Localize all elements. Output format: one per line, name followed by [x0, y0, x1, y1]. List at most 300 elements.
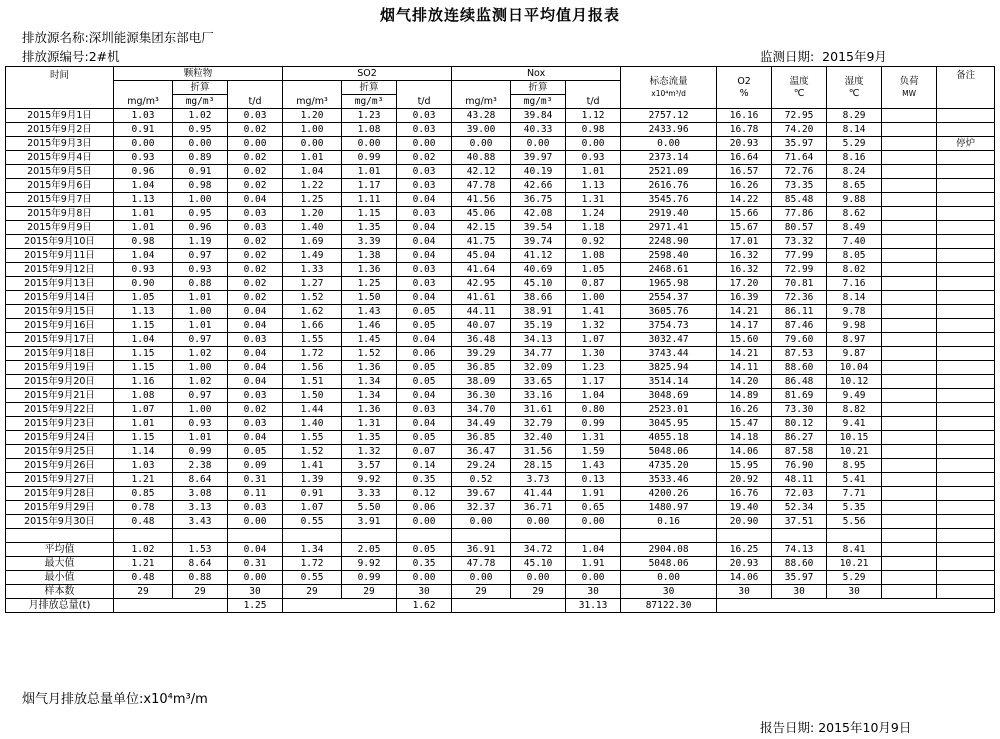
table-cell: 3.33	[342, 487, 397, 501]
table-cell	[882, 291, 937, 305]
table-cell	[882, 235, 937, 249]
table-cell	[882, 431, 937, 445]
table-cell: 39.84	[511, 109, 566, 123]
table-cell: 73.30	[772, 403, 827, 417]
monitor-date	[760, 47, 887, 65]
table-cell: 77.99	[772, 249, 827, 263]
table-cell: 38.91	[511, 305, 566, 319]
header-o2	[717, 67, 772, 109]
table-cell: 42.15	[452, 221, 511, 235]
table-cell: 0.02	[228, 123, 283, 137]
report-date	[760, 718, 911, 736]
table-cell: 1.01	[173, 431, 228, 445]
table-cell: 2919.40	[621, 207, 717, 221]
table-cell: 8.16	[827, 151, 882, 165]
table-cell: 1.08	[566, 249, 621, 263]
table-cell: 1.25	[342, 277, 397, 291]
table-cell: 1.05	[114, 291, 173, 305]
table-cell: 0.03	[397, 123, 452, 137]
table-cell: 0.87	[566, 277, 621, 291]
table-cell: 5.29	[827, 571, 882, 585]
table-cell	[937, 221, 995, 235]
table-cell: 14.22	[717, 193, 772, 207]
table-cell: 0.04	[228, 361, 283, 375]
table-cell: 80.57	[772, 221, 827, 235]
table-cell: 0.55	[283, 571, 342, 585]
table-cell	[937, 179, 995, 193]
table-cell: 1.07	[283, 501, 342, 515]
table-row-label: 2015年9月26日	[6, 459, 114, 473]
table-cell: 0.04	[228, 431, 283, 445]
header-so2-converted-unit: mg/m³	[342, 95, 397, 109]
table-cell: 5.56	[827, 515, 882, 529]
table-cell: 0.03	[397, 277, 452, 291]
table-cell: 0.00	[452, 137, 511, 151]
table-cell: 1.02	[173, 109, 228, 123]
table-cell	[882, 375, 937, 389]
table-cell: 0.00	[342, 137, 397, 151]
table-cell: 29.24	[452, 459, 511, 473]
table-cell: 7.40	[827, 235, 882, 249]
table-cell: 0.04	[228, 193, 283, 207]
table-cell: 1.14	[114, 445, 173, 459]
table-cell: 0.88	[173, 277, 228, 291]
table-cell: 86.27	[772, 431, 827, 445]
table-cell	[882, 333, 937, 347]
table-row	[6, 347, 995, 361]
table-cell: 16.32	[717, 249, 772, 263]
table-row	[6, 333, 995, 347]
source-code-value: 2#机	[88, 49, 120, 64]
table-cell: 2757.12	[621, 109, 717, 123]
header-humidity	[827, 67, 882, 109]
table-cell: 0.03	[228, 389, 283, 403]
table-cell: 1.34	[342, 375, 397, 389]
table-cell: 0.04	[228, 305, 283, 319]
table-cell: 45.06	[452, 207, 511, 221]
table-cell: 47.78	[452, 557, 511, 571]
monthly-total-nox-empty	[452, 599, 566, 613]
header-so2: SO2	[283, 67, 452, 81]
table-cell: 0.85	[114, 487, 173, 501]
header-remark: 备注	[937, 67, 995, 109]
header-std-flow	[621, 67, 717, 109]
table-cell: 5048.06	[621, 557, 717, 571]
table-cell: 1.27	[283, 277, 342, 291]
table-cell: 1.08	[342, 123, 397, 137]
table-cell: 2616.76	[621, 179, 717, 193]
table-cell: 42.08	[511, 207, 566, 221]
table-cell: 2433.96	[621, 123, 717, 137]
source-name-label: 排放源名称:	[22, 30, 89, 45]
table-cell: 40.69	[511, 263, 566, 277]
table-cell	[882, 319, 937, 333]
table-cell: 31.61	[511, 403, 566, 417]
monthly-total-rest-empty	[717, 599, 995, 613]
table-cell: 1.07	[114, 403, 173, 417]
table-cell: 35.19	[511, 319, 566, 333]
table-cell	[937, 403, 995, 417]
table-cell: 2598.40	[621, 249, 717, 263]
table-cell: 0.35	[397, 557, 452, 571]
header-temp-unit: ℃	[793, 87, 805, 99]
table-row	[6, 151, 995, 165]
table-cell: 1.24	[566, 207, 621, 221]
table-cell: 3754.73	[621, 319, 717, 333]
table-row-label: 2015年9月6日	[6, 179, 114, 193]
table-cell: 9.78	[827, 305, 882, 319]
table-cell	[882, 515, 937, 529]
table-cell: 1.23	[566, 361, 621, 375]
table-cell: 1.04	[114, 333, 173, 347]
table-cell: 8.65	[827, 179, 882, 193]
table-cell: 0.04	[397, 417, 452, 431]
table-cell: 42.12	[452, 165, 511, 179]
table-cell: 1.00	[283, 123, 342, 137]
report-date-value: 2015年10月9日	[818, 720, 912, 735]
table-cell: 0.00	[228, 137, 283, 151]
table-cell	[882, 347, 937, 361]
table-cell: 14.20	[717, 375, 772, 389]
table-cell: 0.04	[228, 347, 283, 361]
table-cell: 1.34	[342, 389, 397, 403]
table-cell: 0.03	[228, 501, 283, 515]
table-cell: 0.99	[566, 417, 621, 431]
source-code-label: 排放源编号:	[22, 49, 89, 64]
summary-row	[6, 585, 995, 599]
table-cell: 3825.94	[621, 361, 717, 375]
table-cell: 1.23	[342, 109, 397, 123]
table-cell: 1.69	[283, 235, 342, 249]
table-cell: 14.21	[717, 305, 772, 319]
table-cell: 7.71	[827, 487, 882, 501]
table-cell: 70.81	[772, 277, 827, 291]
table-cell: 0.04	[228, 375, 283, 389]
table-cell: 3533.46	[621, 473, 717, 487]
table-cell: 81.69	[772, 389, 827, 403]
table-row	[6, 277, 995, 291]
table-cell: 0.93	[114, 263, 173, 277]
table-cell: 0.16	[621, 515, 717, 529]
table-cell: 0.93	[566, 151, 621, 165]
table-cell: 0.88	[173, 571, 228, 585]
table-cell: 14.06	[717, 571, 772, 585]
table-cell: 0.95	[173, 207, 228, 221]
table-cell: 86.48	[772, 375, 827, 389]
table-cell: 0.97	[173, 249, 228, 263]
table-cell	[882, 179, 937, 193]
table-cell: 3743.44	[621, 347, 717, 361]
table-cell: 41.56	[452, 193, 511, 207]
table-row	[6, 417, 995, 431]
monthly-total-group	[6, 599, 995, 613]
table-cell: 2248.90	[621, 235, 717, 249]
table-cell	[882, 501, 937, 515]
table-cell: 16.16	[717, 109, 772, 123]
table-cell: 0.89	[173, 151, 228, 165]
table-cell: 8.14	[827, 123, 882, 137]
table-cell	[882, 557, 937, 571]
table-cell: 1.16	[114, 375, 173, 389]
table-cell: 3514.14	[621, 375, 717, 389]
table-cell: 1.50	[283, 389, 342, 403]
header-nox-td: t/d	[566, 81, 621, 109]
table-cell	[882, 165, 937, 179]
summary-row-label: 最大值	[6, 557, 114, 571]
table-cell: 29	[511, 585, 566, 599]
table-cell: 41.44	[511, 487, 566, 501]
table-cell: 1.15	[342, 207, 397, 221]
table-cell: 29	[114, 585, 173, 599]
header-o2-label: O2	[737, 75, 751, 87]
table-cell	[937, 543, 995, 557]
table-cell: 41.12	[511, 249, 566, 263]
table-cell: 0.03	[397, 207, 452, 221]
table-cell: 29	[173, 585, 228, 599]
table-cell: 42.66	[511, 179, 566, 193]
table-cell: 39.97	[511, 151, 566, 165]
table-header	[6, 67, 995, 109]
table-cell: 1.66	[283, 319, 342, 333]
table-cell: 8.05	[827, 249, 882, 263]
table-cell: 10.21	[827, 557, 882, 571]
table-cell: 1.19	[173, 235, 228, 249]
table-row-label: 2015年9月15日	[6, 305, 114, 319]
table-cell	[937, 193, 995, 207]
table-cell: 5.35	[827, 501, 882, 515]
table-cell: 80.12	[772, 417, 827, 431]
table-cell: 1.01	[114, 221, 173, 235]
header-so2-converted: 折算	[342, 81, 397, 95]
table-cell: 0.02	[228, 263, 283, 277]
table-cell: 1.03	[114, 109, 173, 123]
table-cell: 36.30	[452, 389, 511, 403]
table-cell: 0.91	[173, 165, 228, 179]
table-cell: 30	[717, 585, 772, 599]
table-cell	[882, 249, 937, 263]
table-row	[6, 263, 995, 277]
table-cell: 19.40	[717, 501, 772, 515]
table-cell: 0.92	[566, 235, 621, 249]
table-cell: 0.00	[511, 137, 566, 151]
table-cell: 0.97	[173, 389, 228, 403]
table-cell: 16.78	[717, 123, 772, 137]
table-cell: 0.95	[173, 123, 228, 137]
table-row	[6, 207, 995, 221]
table-cell: 1.20	[283, 207, 342, 221]
table-cell: 45.10	[511, 557, 566, 571]
table-cell: 76.90	[772, 459, 827, 473]
table-cell	[937, 487, 995, 501]
header-load	[882, 67, 937, 109]
table-cell: 77.86	[772, 207, 827, 221]
table-cell: 1.21	[114, 473, 173, 487]
table-cell: 1.15	[114, 361, 173, 375]
table-cell: 2554.37	[621, 291, 717, 305]
table-cell: 0.90	[114, 277, 173, 291]
table-cell	[882, 263, 937, 277]
table-cell: 86.11	[772, 305, 827, 319]
table-cell	[937, 417, 995, 431]
table-cell: 36.75	[511, 193, 566, 207]
monthly-total-row	[6, 599, 995, 613]
table-row	[6, 291, 995, 305]
table-cell: 0.99	[342, 151, 397, 165]
table-row-label: 2015年9月18日	[6, 347, 114, 361]
table-cell: 1.15	[114, 319, 173, 333]
header-o2-unit: %	[739, 87, 749, 99]
table-cell: 1.01	[342, 165, 397, 179]
table-cell: 1.50	[342, 291, 397, 305]
report-title: 烟气排放连续监测日平均值月报表	[379, 6, 620, 24]
table-row-label: 2015年9月20日	[6, 375, 114, 389]
header-humidity-unit: ℃	[848, 87, 860, 99]
table-cell: 0.80	[566, 403, 621, 417]
table-cell: 0.04	[397, 333, 452, 347]
table-cell: 1.30	[566, 347, 621, 361]
table-cell: 44.11	[452, 305, 511, 319]
table-cell: 0.02	[228, 249, 283, 263]
table-cell: 1.46	[342, 319, 397, 333]
table-cell: 29	[283, 585, 342, 599]
table-cell: 14.89	[717, 389, 772, 403]
table-cell: 1.22	[283, 179, 342, 193]
table-cell: 35.97	[772, 571, 827, 585]
table-cell: 29	[452, 585, 511, 599]
table-cell: 0.93	[114, 151, 173, 165]
table-cell: 0.04	[397, 193, 452, 207]
table-cell: 5.29	[827, 137, 882, 151]
table-cell: 1.52	[342, 347, 397, 361]
table-row-label: 2015年9月5日	[6, 165, 114, 179]
table-cell	[937, 375, 995, 389]
table-cell: 17.01	[717, 235, 772, 249]
table-row-label: 2015年9月23日	[6, 417, 114, 431]
table-cell	[882, 417, 937, 431]
summary-row	[6, 557, 995, 571]
table-row-label: 2015年9月14日	[6, 291, 114, 305]
table-cell: 32.09	[511, 361, 566, 375]
table-cell: 72.76	[772, 165, 827, 179]
table-cell: 1.32	[566, 319, 621, 333]
table-cell: 73.35	[772, 179, 827, 193]
table-cell: 16.57	[717, 165, 772, 179]
table-cell: 71.64	[772, 151, 827, 165]
monthly-total-so2-empty	[283, 599, 397, 613]
table-cell	[882, 221, 937, 235]
table-cell: 1.04	[566, 543, 621, 557]
table-cell: 16.32	[717, 263, 772, 277]
table-cell: 29	[342, 585, 397, 599]
table-row	[6, 375, 995, 389]
table-cell: 3048.69	[621, 389, 717, 403]
table-cell: 10.15	[827, 431, 882, 445]
table-cell: 1.39	[283, 473, 342, 487]
table-cell: 0.00	[283, 137, 342, 151]
table-cell: 9.88	[827, 193, 882, 207]
table-cell: 73.32	[772, 235, 827, 249]
table-cell: 1.41	[566, 305, 621, 319]
emission-report-table	[5, 66, 995, 613]
table-cell: 0.04	[397, 291, 452, 305]
table-cell: 0.48	[114, 571, 173, 585]
table-cell	[937, 347, 995, 361]
table-cell: 30	[621, 585, 717, 599]
table-cell: 9.92	[342, 557, 397, 571]
table-cell: 0.03	[228, 221, 283, 235]
table-cell	[937, 333, 995, 347]
table-cell: 15.47	[717, 417, 772, 431]
table-cell: 0.97	[173, 333, 228, 347]
table-cell: 0.02	[397, 151, 452, 165]
report-date-label: 报告日期:	[760, 720, 815, 735]
table-cell: 3.13	[173, 501, 228, 515]
table-row	[6, 305, 995, 319]
table-cell: 40.33	[511, 123, 566, 137]
table-cell	[937, 473, 995, 487]
table-cell: 5.41	[827, 473, 882, 487]
table-cell: 0.02	[228, 403, 283, 417]
table-cell: 1.02	[173, 347, 228, 361]
table-cell: 85.48	[772, 193, 827, 207]
table-cell: 0.55	[283, 515, 342, 529]
summary-row-label: 平均值	[6, 543, 114, 557]
table-cell: 1.56	[283, 361, 342, 375]
table-cell: 45.10	[511, 277, 566, 291]
table-cell: 0.00	[566, 137, 621, 151]
header-std-flow-label: 标态流量	[649, 75, 688, 87]
table-cell: 1.04	[283, 165, 342, 179]
table-cell: 1.04	[114, 179, 173, 193]
table-cell: 0.14	[397, 459, 452, 473]
daily-rows	[6, 109, 995, 529]
table-cell: 1.01	[283, 151, 342, 165]
table-cell: 72.95	[772, 109, 827, 123]
table-cell: 20.90	[717, 515, 772, 529]
table-cell: 0.11	[228, 487, 283, 501]
table-cell: 16.76	[717, 487, 772, 501]
table-cell: 0.03	[228, 333, 283, 347]
table-cell: 3.39	[342, 235, 397, 249]
table-cell: 0.00	[621, 571, 717, 585]
table-cell	[882, 305, 937, 319]
table-cell: 0.06	[397, 501, 452, 515]
table-cell: 42.95	[452, 277, 511, 291]
table-cell: 4200.26	[621, 487, 717, 501]
table-cell: 1.59	[566, 445, 621, 459]
table-cell: 39.00	[452, 123, 511, 137]
table-cell: 36.91	[452, 543, 511, 557]
table-cell: 0.03	[397, 165, 452, 179]
table-cell: 1.03	[114, 459, 173, 473]
table-cell: 8.24	[827, 165, 882, 179]
table-row-label: 2015年9月13日	[6, 277, 114, 291]
table-cell	[882, 123, 937, 137]
table-cell: 0.00	[397, 137, 452, 151]
table-cell: 0.05	[397, 543, 452, 557]
table-cell: 0.03	[397, 109, 452, 123]
table-cell: 0.04	[397, 389, 452, 403]
table-cell: 1.36	[342, 403, 397, 417]
source-name	[22, 28, 214, 46]
table-cell: 1.52	[283, 291, 342, 305]
table-cell: 1.08	[114, 389, 173, 403]
header-particulate-td: t/d	[228, 81, 283, 109]
table-cell: 0.00	[228, 515, 283, 529]
table-cell: 2.38	[173, 459, 228, 473]
header-particulate: 颗粒物	[114, 67, 283, 81]
table-cell: 10.12	[827, 375, 882, 389]
